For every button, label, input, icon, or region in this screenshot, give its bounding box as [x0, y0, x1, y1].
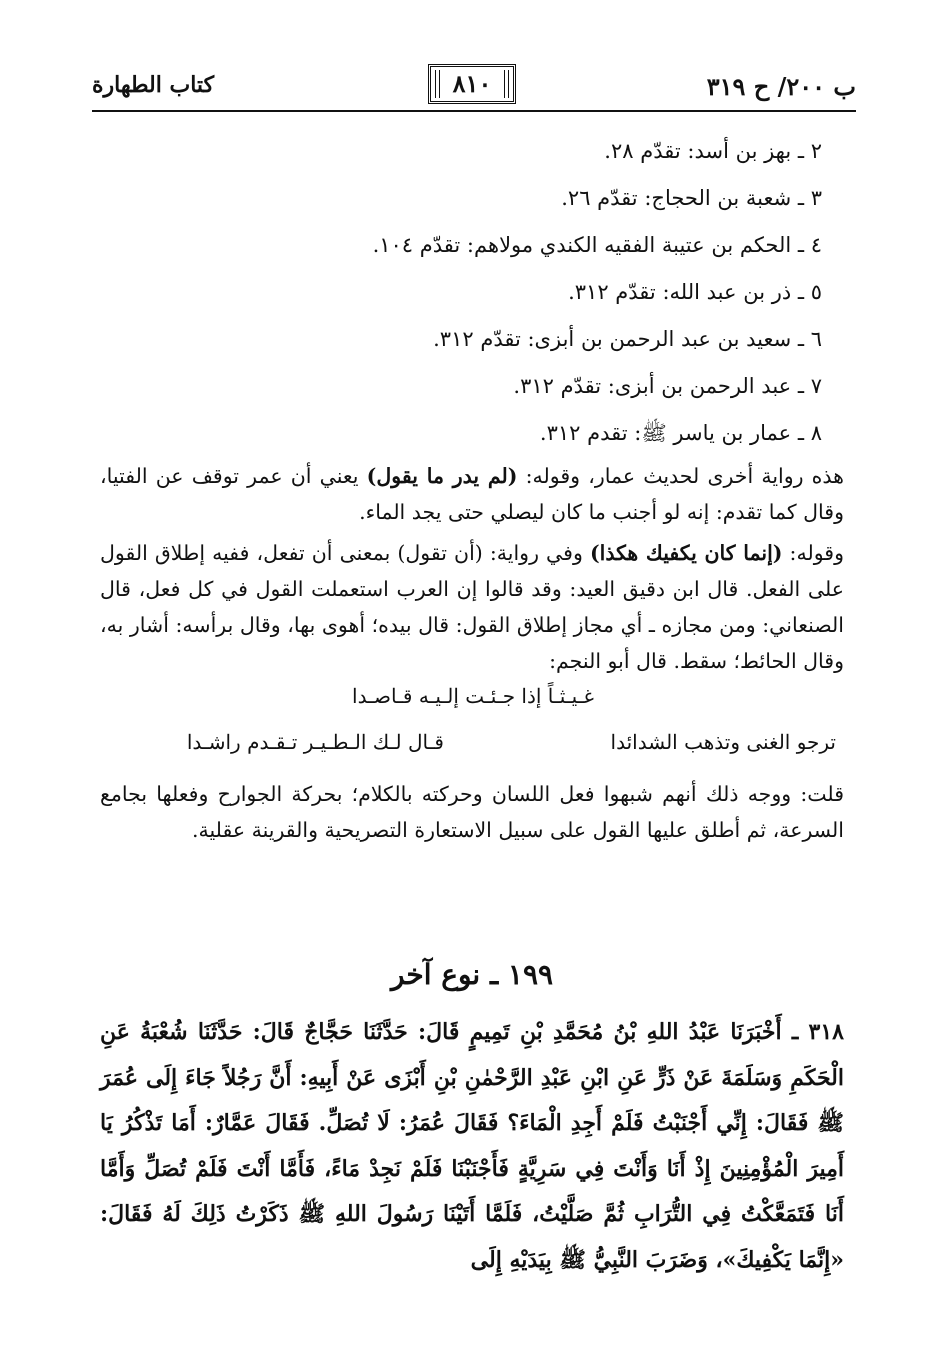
header-book-title: كتاب الطهارة	[92, 72, 215, 98]
narrator-item: ٥ ـ ذر بن عبد الله: تقدّم ٣١٢.	[568, 280, 822, 304]
paragraph-text: وقوله:	[782, 541, 844, 565]
poetry-verse	[100, 684, 844, 770]
header-divider	[92, 110, 856, 112]
narrator-item: ٦ ـ سعيد بن عبد الرحمن بن أبزى: تقدّم ٣١٢.	[433, 327, 822, 351]
commentary-paragraph-1	[100, 458, 844, 530]
hadith-text: ٣١٨ ـ أَخْبَرَنَا عَبْدُ اللهِ بْنُ مُحَمَّدِ بْنِ تَمِيمٍ قَالَ: حَدَّثَنَا حَجَّاجٌ قَالَ: حَدَّثَنَا شُعْبَةُ عَنِ الْحَكَمِ وَسَلَمَةَ عَنْ ذَرٍّ عَنِ ابْنِ عَبْدِ الرَّحْمٰنِ بْنِ أَبْزَى عَنْ أَبِيهِ: أَنَّ رَجُلاً جَاءَ إِلَى عُمَرَ ﷺ فَقَالَ: إِنِّي أَجْنَبْتُ فَلَمْ أَجِدِ الْمَاءَ؟ فَقَالَ عُمَرُ: لَا تُصَلِّ. فَقَالَ عَمَّارٌ: أَمَا تَذْكُرُ يَا أَمِيرَ الْمُؤْمِنِينَ إِذْ أَنَا وَأَنْتَ فِي سَرِيَّةٍ فَأَجْنَبْنَا فَلَمْ نَجِدْ مَاءً، فَأَمَّا أَنْتَ فَلَمْ تُصَلِّ وَأَمَّا أَنَا فَتَمَعَّكْتُ فِي التُّرَابِ ثُمَّ صَلَّيْتُ، فَلَمَّا أَتَيْنَا رَسُولَ اللهِ ﷺ ذَكَرْتُ ذَلِكَ لَهُ فَقَالَ: «إِنَّمَا يَكْفِيكَ»، وَضَرَبَ النَّبِيُّ ﷺ بِيَدَيْهِ إِلَى	[100, 1019, 844, 1273]
narrator-item: ٢ ـ بهز بن أسد: تقدّم ٢٨.	[604, 139, 822, 163]
section-heading: ١٩٩ ـ نوع آخر	[390, 958, 554, 991]
narrator-item: ٣ ـ شعبة بن الحجاج: تقدّم ٢٦.	[561, 186, 822, 210]
verse-line-1: غـيـثـاً إذا جـئـت إلـيـه قـاصـدا	[352, 684, 594, 708]
commentary	[100, 458, 844, 853]
verse-line-2-hemistich-b: قـال لـك الـطـيـر تـقـدم راشـدا	[186, 730, 444, 754]
verse-line-2-hemistich-a: ترجو الغنى وتذهب الشدائدا	[610, 730, 836, 754]
commentary-paragraph-3: قلت: ووجه ذلك أنهم شبهوا فعل اللسان وحركته بالكلام؛ بحركة الجوارح وفعلها بجامع السرعة، ثم أطلق عليها القول على سبيل الاستعارة التصريحية والقرينة عقلية.	[100, 782, 844, 842]
commentary-paragraph-2	[100, 535, 844, 679]
narrator-list	[262, 128, 822, 457]
narrator-item: ٧ ـ عبد الرحمن بن أبزى: تقدّم ٣١٢.	[513, 374, 822, 398]
paragraph-text: يعني أن عمر توقف عن الفتيا، وقال كما تقدم: إنه لو أجنب ما كان ليصلي حتى يجد الماء.	[100, 464, 844, 524]
quoted-phrase: (لم يدر ما يقول)	[366, 464, 518, 488]
quoted-phrase: (إنما كان يكفيك هكذا)	[589, 541, 783, 565]
header-reference: ب ٢٠٠/ ح ٣١٩	[706, 72, 856, 101]
paragraph-text: وفي رواية: (أن تقول) بمعنى أن تفعل، ففيه إطلاق القول على الفعل. قال ابن دقيق العيد: وقد قالوا إن العرب استعملت القول في كل فعل، قال الصنعاني: ومن مجازه ـ أي مجاز إطلاق القول: قال بيده؛ أهوى بها، وقال برأسه: أشار به، وقال الحائط؛ سقط. قال أبو النجم:	[100, 541, 844, 673]
narrator-item: ٤ ـ الحكم بن عتيبة الفقيه الكندي مولاهم: تقدّم ١٠٤.	[372, 233, 822, 257]
page-number: ٨١٠	[428, 64, 516, 104]
running-header	[92, 64, 856, 110]
paragraph-text: هذه رواية أخرى لحديث عمار، وقوله:	[517, 464, 844, 488]
narrator-item: ٨ ـ عمار بن ياسر ﷺ: تقدم ٣١٢.	[539, 421, 822, 445]
